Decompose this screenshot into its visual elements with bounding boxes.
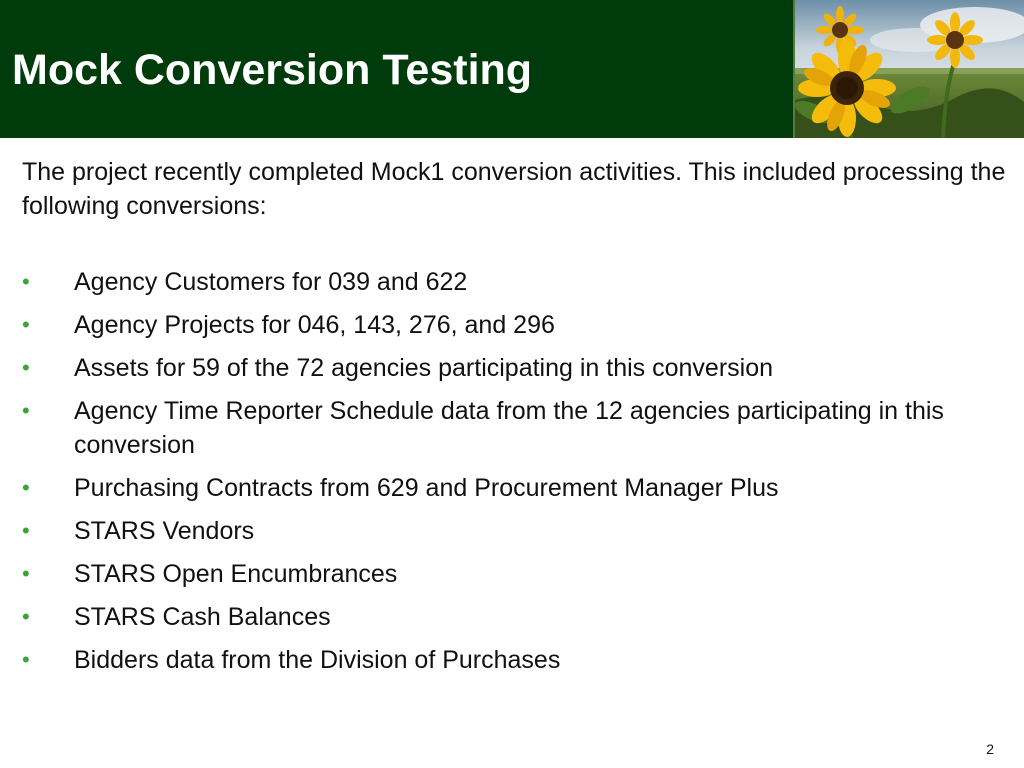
list-item-text: STARS Open Encumbrances [74,560,398,588]
bullet-icon: • [22,604,30,629]
list-item [22,643,1012,677]
sunflower-photo [793,0,1024,138]
list-item-text: Agency Projects for 046, 143, 276, and 296 [74,311,555,339]
intro-paragraph: The project recently completed Mock1 conversion activities. This included processing the following conversions: [22,158,1006,220]
bullet-icon: • [22,355,30,380]
conversion-list [22,265,1012,686]
bullet-icon: • [22,647,30,672]
bullet-icon: • [22,518,30,543]
list-item [22,600,1012,634]
list-item-text: Agency Customers for 039 and 622 [74,268,468,296]
list-item-text: Assets for 59 of the 72 agencies participating in this conversion [74,354,774,382]
list-item [22,514,1012,548]
list-item [22,394,1012,462]
list-item-text: STARS Cash Balances [74,603,331,631]
list-item-text: STARS Vendors [74,517,255,545]
list-item [22,265,1012,299]
slide-title: Mock Conversion Testing [12,46,533,94]
list-item [22,308,1012,342]
bullet-icon: • [22,269,30,294]
list-item [22,351,1012,385]
list-item-text: Bidders data from the Division of Purchases [74,646,561,674]
list-item-text: Purchasing Contracts from 629 and Procurement Manager Plus [74,474,779,502]
bullet-icon: • [22,561,30,586]
bullet-icon: • [22,398,30,423]
bullet-icon: • [22,312,30,337]
list-item [22,471,1012,505]
page-number: 2 [986,741,994,757]
bullet-icon: • [22,475,30,500]
list-item-text: Agency Time Reporter Schedule data from the 12 agencies participating in this conversion [74,397,944,459]
list-item [22,557,1012,591]
